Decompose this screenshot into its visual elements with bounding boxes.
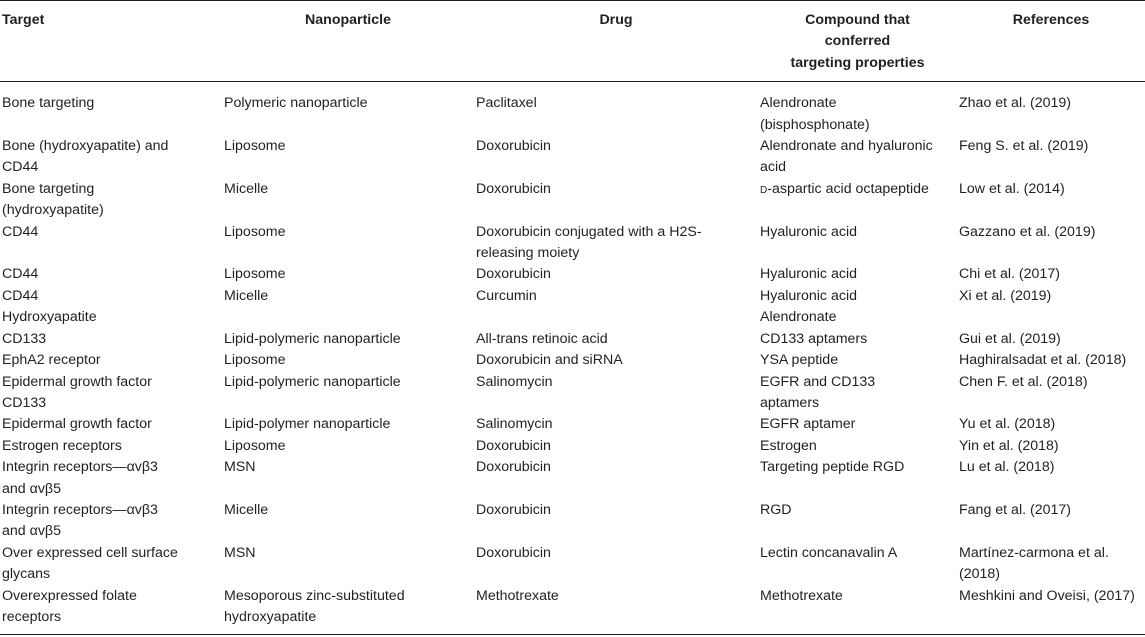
table-body <box>0 82 1145 635</box>
cell-reference: Yu et al. (2018) <box>959 416 1056 433</box>
cell-compound: Hyaluronic acid Alendronate <box>760 287 857 326</box>
cell-drug: Paclitaxel <box>476 95 537 112</box>
header-references: References <box>957 1 1145 82</box>
cell-reference: Haghiralsadat et al. (2018) <box>959 352 1127 369</box>
cell-drug: Doxorubicin <box>476 266 551 283</box>
table-row <box>0 329 1145 350</box>
cell-compound: Targeting peptide RGD <box>760 459 905 476</box>
cell-nanoparticle: Lipid-polymeric nanoparticle <box>224 373 401 390</box>
cell-drug: Doxorubicin conjugated with a H2S- releasing moiety <box>476 223 702 262</box>
cell-nanoparticle: Liposome <box>224 266 286 283</box>
cell-nanoparticle: Lipid-polymeric nanoparticle <box>224 330 401 347</box>
table-row <box>0 543 1145 586</box>
table-row <box>0 457 1145 500</box>
cell-drug: Doxorubicin <box>476 138 551 155</box>
cell-reference: Fang et al. (2017) <box>959 501 1071 518</box>
cell-compound: Hyaluronic acid <box>760 266 857 283</box>
cell-target: Overexpressed folate receptors <box>0 586 222 635</box>
header-row <box>0 1 1145 82</box>
table-row <box>0 500 1145 543</box>
cell-target: EphA2 receptor <box>2 352 101 369</box>
cell-drug: Doxorubicin <box>476 501 551 518</box>
cell-reference: Low et al. (2014) <box>959 180 1065 197</box>
cell-compound: Estrogen <box>760 437 817 454</box>
cell-drug: All-trans retinoic acid <box>476 330 608 347</box>
cell-reference: Meshkini and Oveisi, (2017) <box>957 586 1145 635</box>
cell-nanoparticle: Micelle <box>224 287 269 304</box>
cell-nanoparticle: Mesoporous zinc-substituted hydroxyapatite <box>222 586 474 635</box>
header-target: Target <box>0 1 222 82</box>
cell-compound: YSA peptide <box>760 352 839 369</box>
cell-drug: Salinomycin <box>476 416 553 433</box>
table-row <box>0 222 1145 265</box>
cell-compound: Alendronate and hyaluronic acid <box>760 138 933 176</box>
cell-compound: Hyaluronic acid <box>760 223 857 240</box>
cell-reference: Martínez-carmona et al. (2018) <box>959 544 1109 583</box>
cell-target: Bone targeting (hydroxyapatite) <box>2 180 104 219</box>
cell-target: Bone (hydroxyapatite) and CD44 <box>2 138 169 176</box>
cell-nanoparticle: MSN <box>224 459 256 476</box>
cell-drug: Salinomycin <box>476 373 553 390</box>
cell-drug: Methotrexate <box>474 586 758 635</box>
table-row <box>0 286 1145 329</box>
header-drug: Drug <box>474 1 758 82</box>
cell-target: CD44 <box>2 266 39 283</box>
cell-drug: Doxorubicin <box>476 459 551 476</box>
cell-nanoparticle: Liposome <box>224 223 286 240</box>
cell-target: Integrin receptors—αvβ3 and αvβ5 <box>2 501 158 540</box>
table-row <box>0 372 1145 415</box>
cell-target: CD133 <box>2 330 47 347</box>
cell-reference: Zhao et al. (2019) <box>959 95 1071 112</box>
cell-target: Integrin receptors—αvβ3 and αvβ5 <box>2 459 158 497</box>
cell-compound: EGFR and CD133 aptamers <box>760 373 876 411</box>
cell-reference: Gui et al. (2019) <box>959 330 1061 347</box>
cell-compound: CD133 aptamers <box>760 330 868 347</box>
cell-drug: Doxorubicin <box>476 437 551 454</box>
table-header <box>0 1 1145 82</box>
cell-reference: Gazzano et al. (2019) <box>959 223 1096 240</box>
cell-target: Over expressed cell surface glycans <box>2 544 178 583</box>
cell-reference: Chen F. et al. (2018) <box>959 373 1088 390</box>
cell-compound: d-aspartic acid octapeptide <box>760 180 929 197</box>
cell-drug: Doxorubicin and siRNA <box>476 352 623 369</box>
cell-target: Bone targeting <box>2 95 95 112</box>
cell-reference: Xi et al. (2019) <box>959 287 1052 304</box>
cell-compound: Alendronate (bisphosphonate) <box>760 95 870 133</box>
header-nanoparticle: Nanoparticle <box>222 1 474 82</box>
cell-nanoparticle: Polymeric nanoparticle <box>224 95 368 112</box>
cell-compound: EGFR aptamer <box>760 416 856 433</box>
cell-reference: Chi et al. (2017) <box>959 266 1060 283</box>
cell-nanoparticle: Micelle <box>224 180 269 197</box>
cell-target: CD44 Hydroxyapatite <box>2 287 97 326</box>
cell-nanoparticle: Liposome <box>224 437 286 454</box>
table-row <box>0 586 1145 635</box>
cell-nanoparticle: Lipid-polymer nanoparticle <box>224 416 391 433</box>
table-row <box>0 82 1145 136</box>
cell-compound: Methotrexate <box>758 586 957 635</box>
cell-drug: Doxorubicin <box>476 180 551 197</box>
table-row <box>0 179 1145 222</box>
cell-target: CD44 <box>2 223 39 240</box>
cell-reference: Lu et al. (2018) <box>959 459 1055 476</box>
table-row <box>0 414 1145 435</box>
cell-target: Epidermal growth factor <box>2 416 152 433</box>
cell-nanoparticle: Liposome <box>224 352 286 369</box>
cell-compound: RGD <box>760 501 792 518</box>
cell-reference: Yin et al. (2018) <box>959 437 1059 454</box>
header-compound: Compound that conferred targeting properties <box>758 1 957 82</box>
cell-target: Estrogen receptors <box>2 437 122 454</box>
cell-reference: Feng S. et al. (2019) <box>959 138 1089 155</box>
cell-target: Epidermal growth factor CD133 <box>2 373 152 411</box>
cell-nanoparticle: MSN <box>224 544 256 561</box>
cell-drug: Doxorubicin <box>476 544 551 561</box>
cell-nanoparticle: Micelle <box>224 501 269 518</box>
cell-drug: Curcumin <box>476 287 537 304</box>
table-row <box>0 436 1145 457</box>
cell-compound: Lectin concanavalin A <box>760 544 898 561</box>
table-row <box>0 136 1145 179</box>
table-row <box>0 350 1145 371</box>
table-row <box>0 264 1145 285</box>
cell-nanoparticle: Liposome <box>224 138 286 155</box>
